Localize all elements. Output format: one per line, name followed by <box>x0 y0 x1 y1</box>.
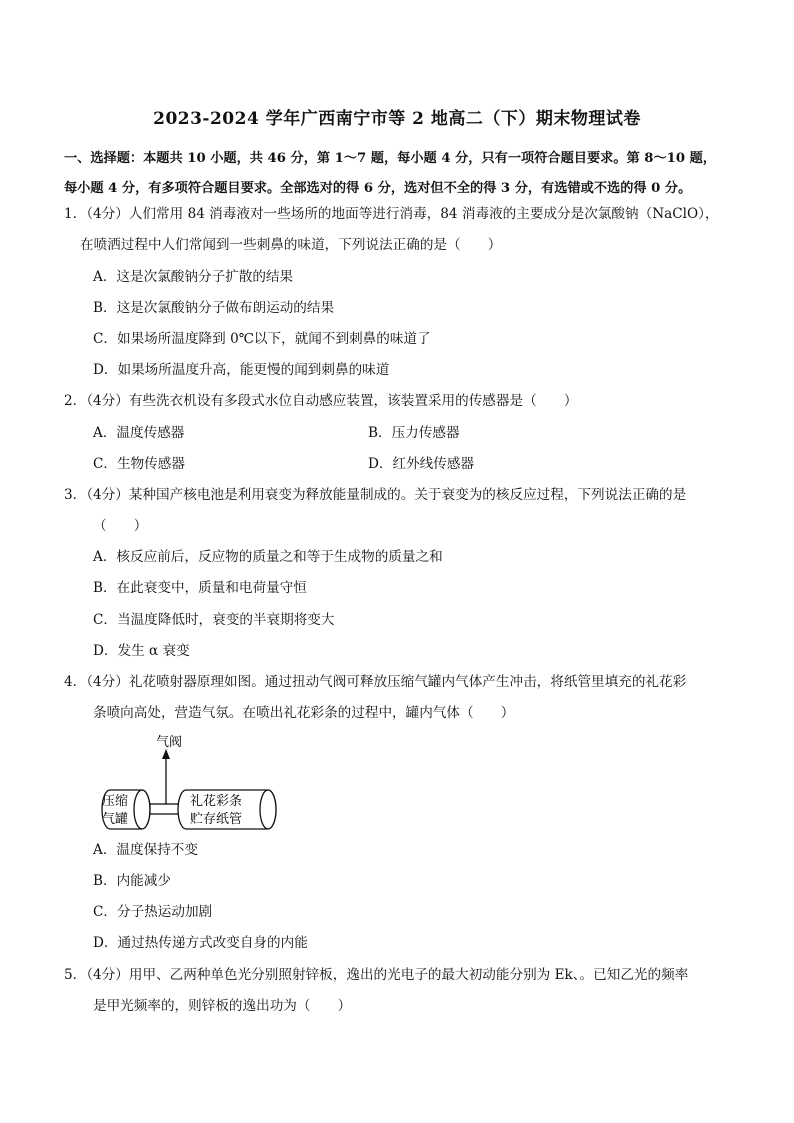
q2-stem-line-1: 2．（4分）有些洗衣机设有多段式水位自动感应装置，该装置采用的传感器是（ ） <box>64 393 578 409</box>
q3-option-d: D．发生 α 衰变 <box>93 643 190 659</box>
launcher-schematic <box>96 734 286 830</box>
q1-option-a: A．这是次氯酸钠分子扩散的结果 <box>93 269 294 285</box>
q2-option-d: D．红外线传感器 <box>368 456 475 472</box>
section-heading <box>64 144 734 204</box>
q1-option-d: D．如果场所温度升高，能更慢的闻到刺鼻的味道 <box>93 362 390 378</box>
q3-stem-line-2: （ ） <box>93 518 148 534</box>
section-heading-line-1: 一、选择题：本题共 10 小题，共 46 分，第 1～7 题，每小题 4 分，只有一项符合题目要求。第 8～10 题， <box>64 151 716 166</box>
gas-tank-end <box>134 790 150 829</box>
q1-option-b: B．这是次氯酸钠分子做布朗运动的结果 <box>93 300 335 316</box>
q2-option-a: A．温度传感器 <box>93 425 185 441</box>
q2-option-b: B．压力传感器 <box>368 425 460 441</box>
tank-label-1: 压缩 <box>102 794 129 809</box>
q1-option-c: C．如果场所温度降到 0℃以下，就闻不到刺鼻的味道了 <box>93 331 431 347</box>
q1-stem-line-2: 在喷洒过程中人们常闻到一些刺鼻的味道，下列说法正确的是（ ） <box>80 237 502 253</box>
q3-option-a: A．核反应前后，反应物的质量之和等于生成物的质量之和 <box>93 549 443 565</box>
q4-option-d: D．通过热传递方式改变自身的内能 <box>93 935 308 951</box>
q4-stem-line-2: 条喷向高处，营造气氛。在喷出礼花彩条的过程中，罐内气体（ ） <box>93 705 515 721</box>
section-heading-line-2: 每小题 4 分，有多项符合题目要求。全部选对的得 6 分，选对但不全的得 3 分，有选错或不选的得 0 分。 <box>64 181 692 196</box>
q4-option-c: C．分子热运动加剧 <box>93 904 213 920</box>
q4-option-b: B．内能减少 <box>93 873 171 889</box>
q4-option-a: A．温度保持不变 <box>93 842 198 858</box>
q1-stem-line-1: 1．（4分）人们常用 84 消毒液对一些场所的地面等进行消毒，84 消毒液的主要成分是次氯酸钠（NaClO）， <box>64 206 719 222</box>
q2-option-c: C．生物传感器 <box>93 456 185 472</box>
q5-stem-line-1: 5．（4分）用甲、乙两种单色光分别照射锌板，逸出的光电子的最大初动能分别为 Ek、。已知乙光的频率 <box>64 967 689 983</box>
valve-arrow-icon <box>162 749 170 759</box>
q3-option-c: C．当温度降低时，衰变的半衰期将变大 <box>93 612 335 628</box>
fireworks-launcher-diagram <box>96 734 286 830</box>
tube-label-2: 贮存纸管 <box>190 812 243 827</box>
tank-label-2: 气罐 <box>102 812 129 827</box>
q4-stem-line-1: 4．（4分）礼花喷射器原理如图。通过扭动气阀可释放压缩气罐内气体产生冲击，将纸管里填充的礼花彩 <box>64 674 687 690</box>
q3-stem-line-1: 3．（4分）某种国产核电池是利用衰变为释放能量制成的。关于衰变为的核反应过程，下列说法正确的是 <box>64 487 687 503</box>
q3-option-b: B．在此衰变中，质量和电荷量守恒 <box>93 580 307 596</box>
tube-label-1: 礼花彩条 <box>190 794 243 809</box>
paper-tube-end <box>260 790 276 829</box>
valve-label: 气阀 <box>156 735 183 750</box>
connecting-pipe <box>150 804 180 814</box>
q5-stem-line-2: 是甲光频率的，则锌板的逸出功为（ ） <box>93 998 352 1014</box>
exam-title: 2023-2024 学年广西南宁市等 2 地高二（下）期末物理试卷 <box>153 109 641 129</box>
